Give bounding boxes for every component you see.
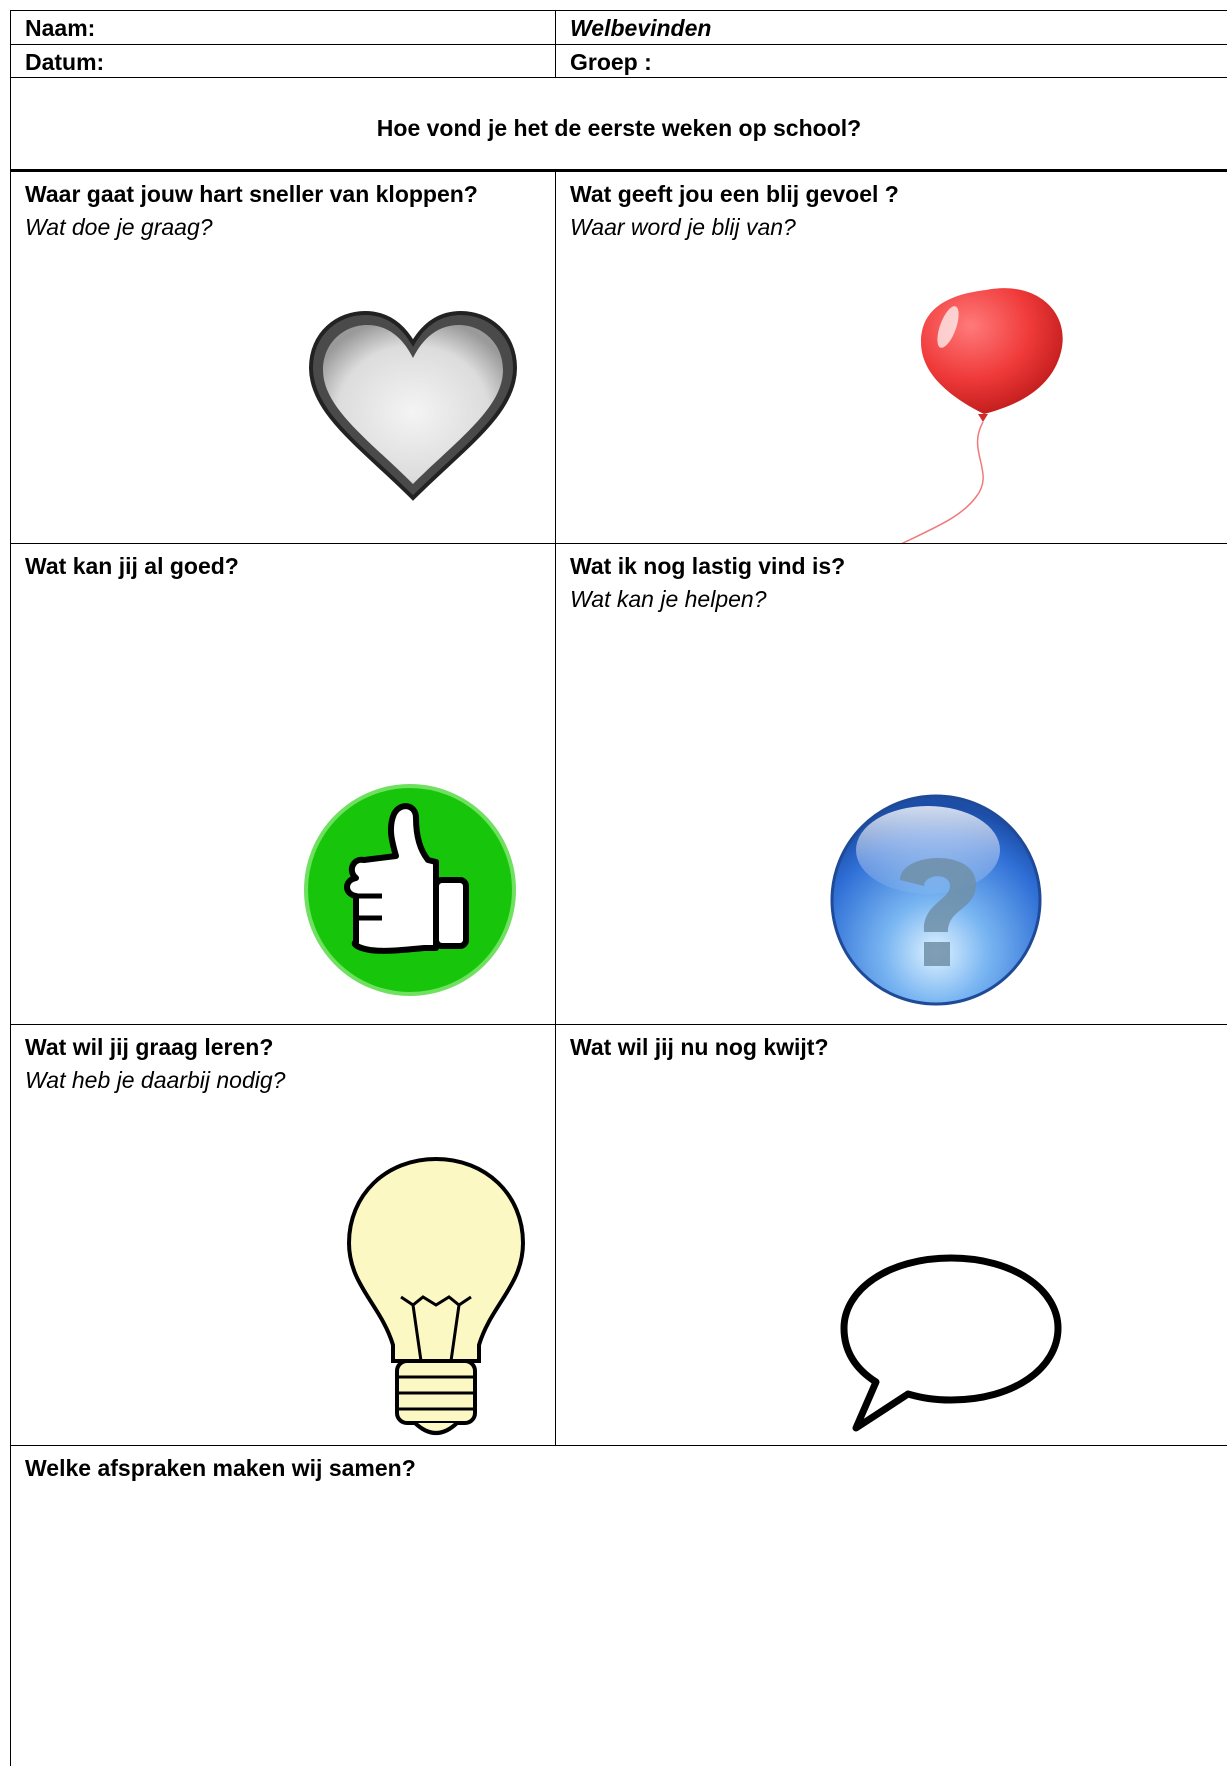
balloon-icon	[896, 282, 1076, 544]
name-label: Naam:	[25, 15, 96, 41]
box-speech-bubble[interactable]	[556, 1025, 1227, 1446]
box-subquestion: Wat kan je helpen?	[570, 586, 767, 612]
box-question: Wat kan jij al goed?	[25, 553, 239, 579]
worksheet-title: Welbevinden	[570, 15, 712, 41]
box-question: Wat wil jij graag leren?	[25, 1034, 274, 1060]
name-field[interactable]	[11, 11, 556, 45]
heading-cell	[11, 78, 1227, 172]
box-question: Wat geeft jou een blij gevoel ?	[570, 181, 899, 207]
box-question: Waar gaat jouw hart sneller van kloppen?	[25, 181, 478, 207]
box-question-mark[interactable]	[556, 544, 1227, 1025]
box-subquestion: Wat heb je daarbij nodig?	[25, 1067, 286, 1093]
question-mark-icon	[828, 792, 1044, 1008]
page-heading: Hoe vond je het de eerste weken op school?	[376, 115, 862, 141]
date-field[interactable]	[11, 45, 556, 78]
heart-icon	[303, 308, 523, 508]
date-label: Datum:	[25, 49, 105, 75]
box-heart[interactable]	[11, 172, 556, 544]
title-cell	[556, 11, 1227, 45]
box-question: Wat ik nog lastig vind is?	[570, 553, 846, 579]
box-subquestion: Waar word je blij van?	[570, 214, 796, 240]
box-thumbs-up[interactable]	[11, 544, 556, 1025]
worksheet	[10, 10, 1227, 1766]
group-field[interactable]	[556, 45, 1227, 78]
footer-question: Welke afspraken maken wij samen?	[25, 1455, 416, 1481]
group-label: Groep :	[570, 49, 652, 75]
box-question: Wat wil jij nu nog kwijt?	[570, 1034, 829, 1060]
box-agreements[interactable]	[11, 1446, 1227, 1767]
box-balloon[interactable]	[556, 172, 1227, 544]
speech-bubble-icon	[836, 1250, 1066, 1440]
box-light-bulb[interactable]	[11, 1025, 556, 1446]
light-bulb-icon	[341, 1155, 531, 1445]
thumbs-up-icon	[304, 784, 516, 996]
box-subquestion: Wat doe je graag?	[25, 214, 213, 240]
